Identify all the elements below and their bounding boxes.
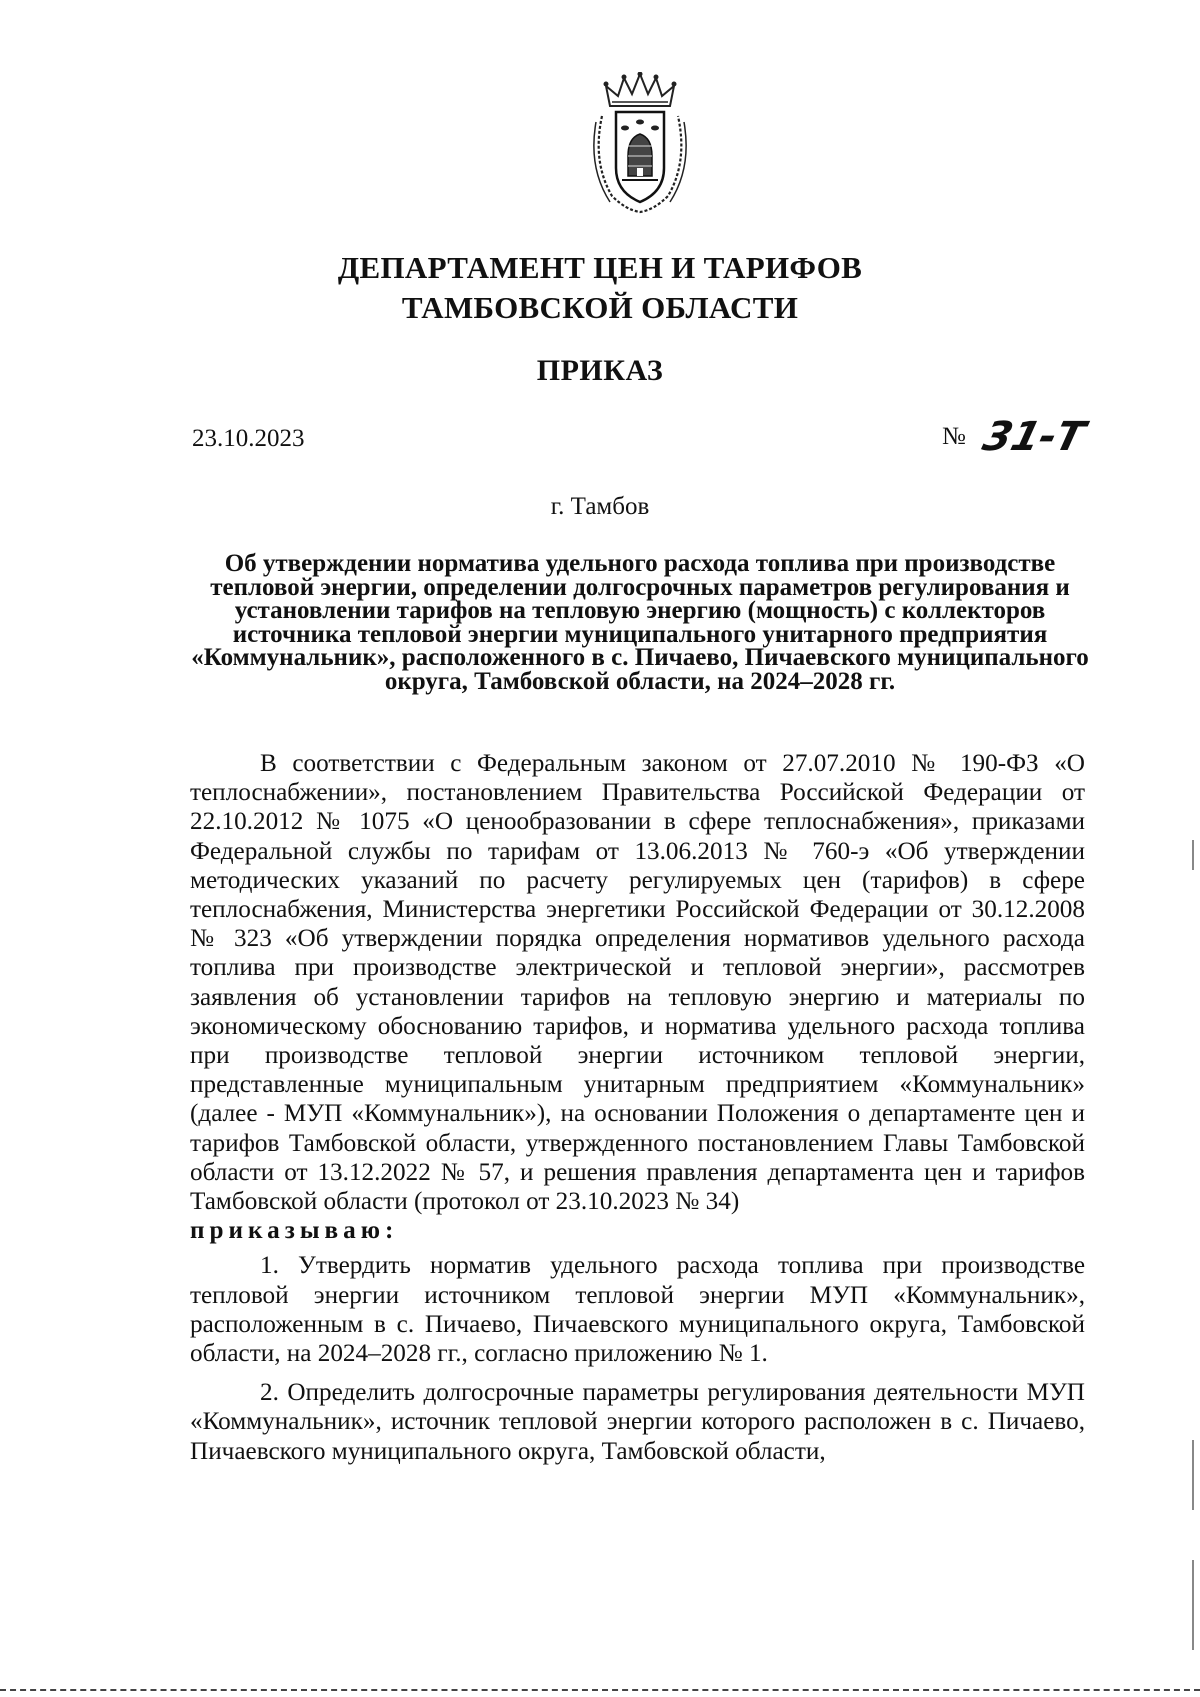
- preamble-paragraph: В соответствии с Федеральным законом от 27.07.2010 № 190-ФЗ «О теплоснабжении», постановлением Правительства Российской Федерации от 22.10.2012 № 1075 «О ценообразовании в сфере теплоснабжения», приказами Федеральной службы по тарифам от 13.06.2013 № 760-э «Об утверждении методических указаний по расчету регулируемых цен (тарифов) в сфере теплоснабжения, Министерства энергетики Российской Федерации от 30.12.2008 № 323 «Об утверждении порядка определения нормативов удельного расхода топлива при производстве электрической и тепловой энергии», рассмотрев заявления об установлении тарифов на тепловую энергию и материалы по экономическому обоснованию тарифов, и норматива удельного расхода топлива при производстве тепловой энергии источником тепловой энергии, представленные муниципальным унитарным предприятием «Коммунальник» (далее - МУП «Коммунальник»), на основании Положения о департаменте цен и тарифов Тамбовской области, утвержденного постановлением Главы Тамбовской области от 13.12.2022 № 57, и решения правления департамента цен и тарифов Тамбовской области (протокол от 23.10.2023 № 34): [190, 750, 1085, 1216]
- department-name: [0, 248, 1200, 328]
- department-name-line1: ДЕПАРТАМЕНТ ЦЕН И ТАРИФОВ: [337, 250, 863, 285]
- document-number: [942, 414, 1090, 460]
- scan-edge-mark: [1192, 840, 1194, 870]
- document-date: 23.10.2023: [192, 425, 305, 452]
- scan-edge-mark: [1192, 1440, 1194, 1510]
- decree-word: приказываю:: [190, 1217, 399, 1245]
- document-city: г. Тамбов: [550, 493, 650, 520]
- document-body: [190, 749, 1085, 1466]
- scan-bottom-border: [0, 1689, 1200, 1691]
- number-prefix: №: [942, 423, 966, 450]
- document-subject: Об утверждении норматива удельного расхода топлива при производстве тепловой энергии, определении долгосрочных параметров регулирования и установлении тарифов на тепловую энергию (мощность) с коллекторов источника тепловой энергии муниципального унитарного предприятия «Коммунальник», расположенного в с. Пичаево, Пичаевского муниципального округа, Тамбовской области, на 2024–2028 гг.: [191, 550, 1089, 695]
- coat-of-arms-icon: [588, 72, 692, 214]
- handwritten-number: 31-Т: [978, 414, 1090, 460]
- order-item-1: 1. Утвердить норматив удельного расхода топлива при производстве тепловой энергии источником тепловой энергии МУП «Коммунальник», расположенным в с. Пичаево, Пичаевского муниципального округа, Тамбовской области, на 2024–2028 гг., согласно приложению № 1.: [190, 1252, 1085, 1368]
- order-item-2: 2. Определить долгосрочные параметры регулирования деятельности МУП «Коммунальник», источник тепловой энергии которого расположен в с. Пичаево, Пичаевского муниципального округа, Тамбовской области,: [190, 1379, 1085, 1465]
- document-type-title: ПРИКАЗ: [536, 354, 664, 387]
- scan-edge-mark: [1192, 1560, 1194, 1650]
- department-name-line2: ТАМБОВСКОЙ ОБЛАСТИ: [401, 290, 799, 325]
